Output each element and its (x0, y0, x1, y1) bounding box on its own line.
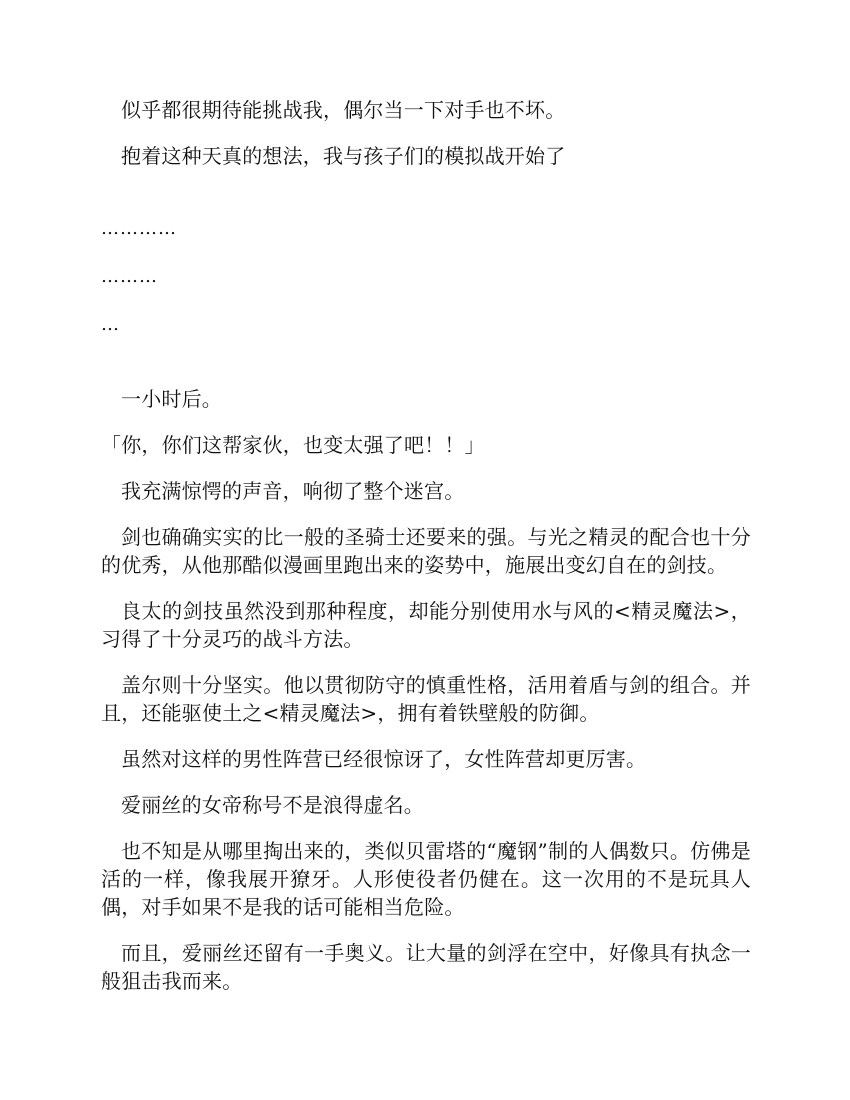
dialogue-line: 「你，你们这帮家伙，也变太强了吧！！」 (101, 433, 485, 457)
paragraph: 似乎都很期待能挑战我，偶尔当一下对手也不坏。 (121, 98, 566, 122)
document-page (101, 96, 751, 995)
paragraph: 也不知是从哪里掏出来的，类似贝雷塔的“魔钢”制的人偶数只。仿佛是活的一样，像我展开獠牙。人形使役者仍健在。这一次用的不是玩具人偶，对手如果不是我的话可能相当危险。 (101, 839, 751, 919)
ellipsis-line: ………… (101, 218, 177, 239)
paragraph: 爱丽丝的女帝称号不是浪得虚名。 (121, 793, 424, 817)
paragraph: 我充满惊愕的声音，响彻了整个迷宫。 (121, 479, 465, 503)
paragraph: 剑也确确实实的比一般的圣骑士还要来的强。与光之精灵的配合也十分的优秀，从他那酷似漫画里跑出来的姿势中，施展出变幻自在的剑技。 (101, 525, 751, 577)
paragraph: 而且，爱丽丝还留有一手奥义。让大量的剑浮在空中，好像具有执念一般狙击我而来。 (101, 941, 751, 993)
paragraph: 一小时后。 (121, 387, 222, 411)
ellipsis-line: … (101, 314, 120, 335)
ellipsis-line: ……… (101, 266, 158, 287)
paragraph: 虽然对这样的男性阵营已经很惊讶了，女性阵营却更厉害。 (121, 747, 647, 771)
paragraph: 良太的剑技虽然没到那种程度，却能分别使用水与风的<精灵魔法>，习得了十分灵巧的战斗方法。 (101, 599, 751, 651)
paragraph: 抱着这种天真的想法，我与孩子们的模拟战开始了 (121, 144, 566, 168)
paragraph: 盖尔则十分坚实。他以贯彻防守的慎重性格，活用着盾与剑的组合。并且，还能驱使土之<精灵魔法>，拥有着铁壁般的防御。 (101, 673, 751, 725)
